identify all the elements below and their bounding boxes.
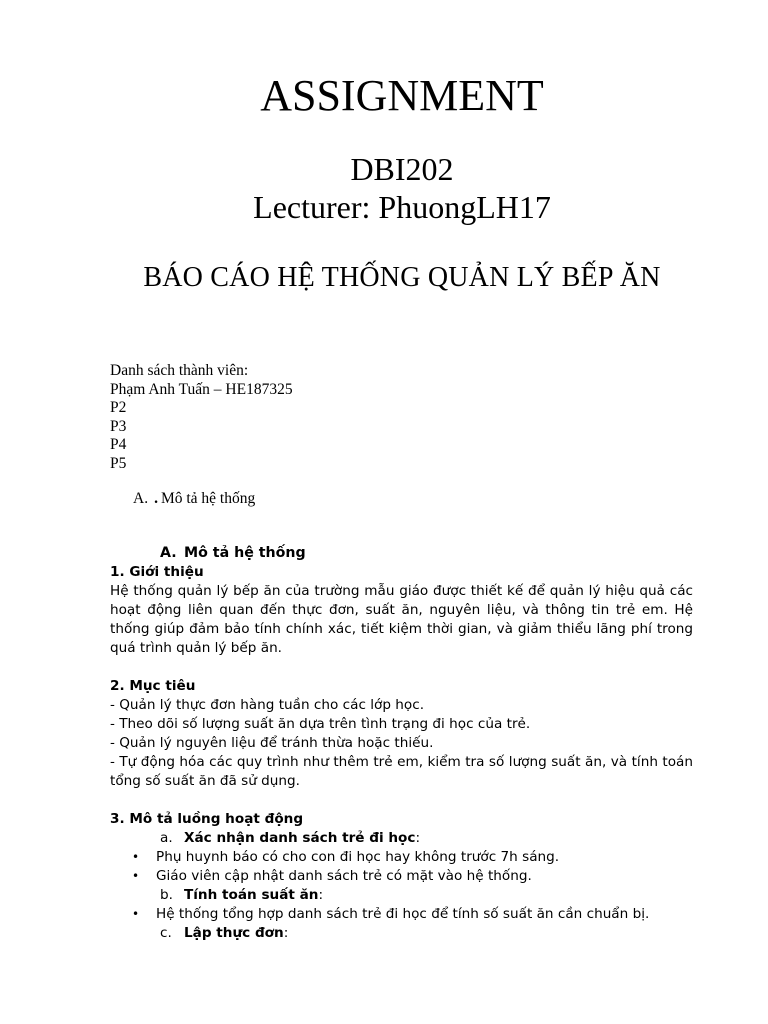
bullet-text: Phụ huynh báo có cho con đi học hay không trước 7h sáng.	[156, 849, 560, 865]
section-marker: A.	[160, 545, 177, 561]
goal-item: - Quản lý nguyên liệu để tránh thừa hoặc thiếu.	[110, 735, 434, 751]
member-list	[110, 362, 293, 474]
flow-step	[110, 886, 693, 905]
course-code: DBI202	[350, 151, 454, 187]
step-title: Xác nhận danh sách trẻ đi học	[184, 830, 416, 846]
member-item: P3	[110, 417, 127, 435]
member-list-label: Danh sách thành viên:	[110, 362, 249, 379]
section-title: Mô tả hệ thống	[184, 545, 306, 561]
goal-item: - Tự động hóa các quy trình như thêm trẻ em, kiểm tra số lượng suất ăn, và tính toán tổng số suất ăn đã sử dụng.	[110, 754, 693, 789]
member-item: P2	[110, 399, 127, 417]
flow-step	[110, 924, 693, 943]
report-title: BÁO CÁO HỆ THỐNG QUẢN LÝ BẾP ĂN	[143, 262, 661, 293]
step-colon: :	[415, 830, 421, 846]
member-item: P5	[110, 454, 127, 472]
toc-marker: A.	[133, 490, 149, 507]
toc-text: Mô tả hệ thống	[160, 490, 256, 507]
member-item: Phạm Anh Tuấn – HE187325	[110, 380, 293, 398]
step-title: Lập thực đơn	[184, 925, 284, 941]
goal-item: - Quản lý thực đơn hàng tuần cho các lớp học.	[110, 697, 425, 713]
bullet-text: Giáo viên cập nhật danh sách trẻ có mặt vào hệ thống.	[156, 868, 532, 884]
step-colon: :	[283, 925, 289, 941]
goals-heading: 2. Mục tiêu	[110, 678, 196, 694]
toc-dot: .	[154, 490, 158, 507]
flow-step	[110, 829, 693, 848]
step-marker: a.	[160, 830, 173, 846]
step-title: Tính toán suất ăn	[184, 887, 319, 903]
bullet-item	[110, 905, 693, 924]
bullet-text: Hệ thống tổng hợp danh sách trẻ đi học để tính số suất ăn cần chuẩn bị.	[156, 906, 650, 922]
document-title: ASSIGNMENT	[260, 71, 544, 120]
bullet-item	[110, 848, 693, 867]
toc-entry	[133, 489, 255, 508]
lecturer-name: Lecturer: PhuongLH17	[253, 189, 551, 225]
goal-item: - Theo dõi số lượng suất ăn dựa trên tình trạng đi học của trẻ.	[110, 716, 531, 732]
flow-heading: 3. Mô tả luồng hoạt động	[110, 811, 304, 827]
section-heading	[110, 544, 693, 563]
member-item: P4	[110, 436, 127, 454]
intro-heading: 1. Giới thiệu	[110, 564, 204, 580]
bullet-icon: •	[132, 907, 140, 921]
bullet-item	[110, 867, 693, 886]
document-body	[110, 544, 693, 943]
bullet-icon: •	[132, 869, 140, 883]
bullet-icon: •	[132, 850, 140, 864]
intro-paragraph: Hệ thống quản lý bếp ăn của trường mẫu giáo được thiết kế để quản lý hiệu quả các hoạt động liên quan đến thực đơn, suất ăn, nguyên liệu, và thông tin trẻ em. Hệ thống giúp đảm bảo tính chính xác, tiết kiệm thời gian, và giảm thiểu lãng phí trong quá trình quản lý bếp ăn.	[110, 583, 693, 656]
step-marker: c.	[160, 925, 172, 941]
step-marker: b.	[160, 887, 173, 903]
step-colon: :	[318, 887, 324, 903]
